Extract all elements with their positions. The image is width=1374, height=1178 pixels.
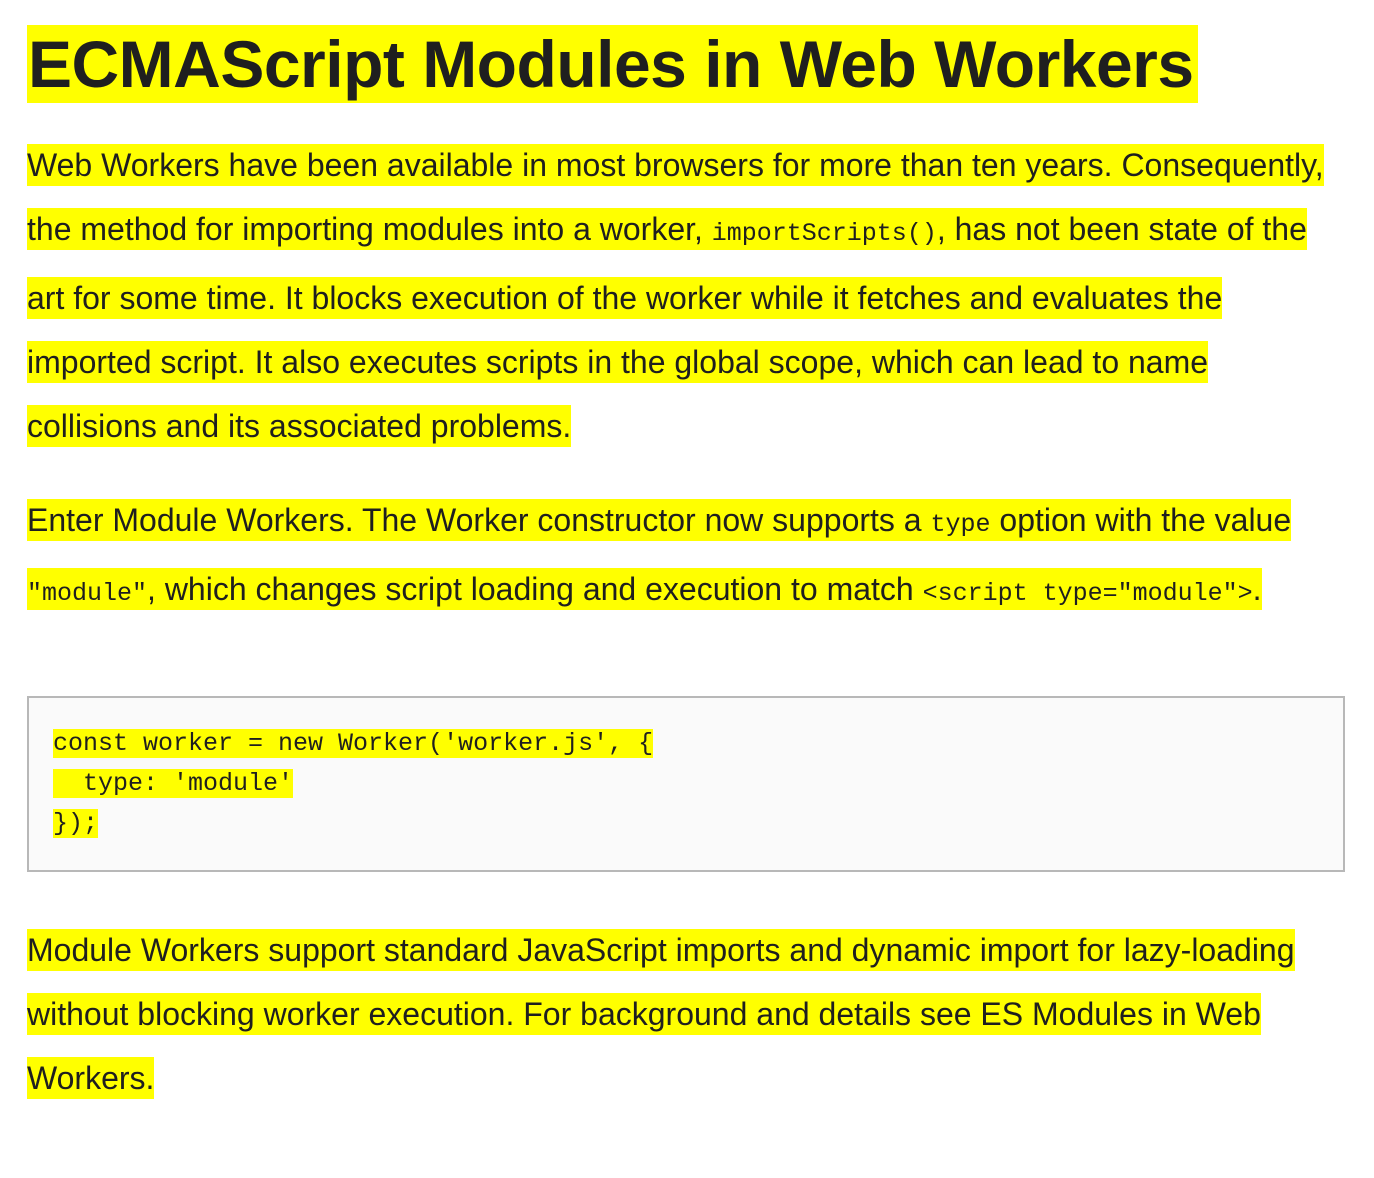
code-line-highlight: type: 'module' (53, 768, 294, 798)
title-highlight: ECMAScript Modules in Web Workers (27, 25, 1198, 103)
text-segment: , which changes script loading and execution to match (147, 570, 923, 607)
inline-code: "module" (27, 578, 148, 608)
page-title (27, 26, 1346, 103)
text-segment: . (1252, 570, 1262, 607)
text-segment: Web Workers have been available in most browsers for more than ten years. Consequently, the method for importing modules into a worker, (27, 146, 1324, 247)
inline-code: importScripts() (711, 218, 937, 248)
paragraph-module-workers (27, 488, 1339, 626)
highlighted-text (27, 144, 1324, 447)
code-line (53, 724, 1319, 764)
text-segment: Enter Module Workers. The Worker constructor now supports a (27, 501, 931, 538)
code-block (27, 696, 1345, 872)
paragraph-intro (27, 133, 1339, 458)
article (27, 26, 1346, 1110)
code-line (53, 764, 1319, 804)
text-segment: option with the value (990, 501, 1292, 538)
code-line-highlight: const worker = new Worker('worker.js', { (53, 728, 654, 758)
inline-code: <script type="module"> (922, 578, 1253, 608)
code-line (53, 804, 1319, 844)
highlighted-text (27, 499, 1291, 610)
highlighted-text (27, 929, 1295, 1099)
code-line-highlight: }); (53, 808, 99, 838)
paragraph-summary (27, 918, 1339, 1110)
text-segment: Module Workers support standard JavaScript imports and dynamic import for lazy-loading without blocking worker execution. For background and details see ES Modules in Web Workers. (27, 931, 1295, 1096)
text-segment: , has not been state of the art for some time. It blocks execution of the worker while it fetches and evaluates the imported script. It also executes scripts in the global scope, which can lead to name collisions and its associated problems. (27, 210, 1307, 444)
inline-code: type (930, 509, 991, 539)
